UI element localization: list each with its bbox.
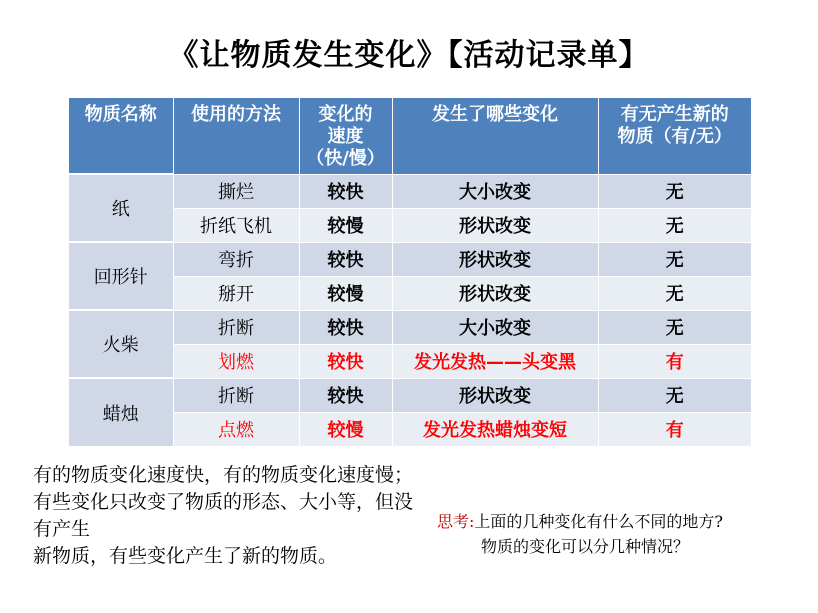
change-cell: 发光发热——头变黑 xyxy=(392,344,598,378)
page-title: 《让物质发生变化》【活动记录单】 xyxy=(168,38,650,73)
speed-cell: 较快 xyxy=(299,310,392,344)
speed-cell: 较慢 xyxy=(299,208,392,242)
table-header-row xyxy=(69,98,751,174)
change-cell: 形状改变 xyxy=(392,378,598,412)
conclusion-line: 有的物质变化速度快，有的物质变化速度慢； xyxy=(33,464,414,486)
method-cell: 撕烂 xyxy=(173,174,299,208)
think-label: 思考: xyxy=(437,512,475,531)
think-questions xyxy=(437,509,812,559)
new-substance-cell: 有 xyxy=(598,344,751,378)
change-cell: 形状改变 xyxy=(392,208,598,242)
conclusion-line: 新物质，有些变化产生了新的物质。 xyxy=(33,545,338,567)
method-cell: 折纸飞机 xyxy=(173,208,299,242)
table-row xyxy=(69,242,751,276)
new-substance-cell: 无 xyxy=(598,242,751,276)
speed-cell: 较快 xyxy=(299,378,392,412)
change-cell: 形状改变 xyxy=(392,242,598,276)
table-row xyxy=(69,174,751,208)
activity-record-table xyxy=(69,98,751,446)
method-cell: 折断 xyxy=(173,378,299,412)
speed-cell: 较快 xyxy=(299,344,392,378)
change-cell: 发光发热蜡烛变短 xyxy=(392,412,598,446)
header-new-substance: 有无产生新的 物质（有/无） xyxy=(598,98,751,174)
conclusion-text xyxy=(33,462,418,570)
material-cell: 回形针 xyxy=(69,242,173,310)
think-question: 上面的几种变化有什么不同的地方? xyxy=(474,512,723,531)
material-cell: 蜡烛 xyxy=(69,378,173,446)
conclusion-line: 有些变化只改变了物质的形态、大小等，但没有产生 xyxy=(33,491,414,540)
new-substance-cell: 无 xyxy=(598,378,751,412)
header-speed: 变化的 速度 （快/慢） xyxy=(299,98,392,174)
change-cell: 大小改变 xyxy=(392,310,598,344)
speed-cell: 较快 xyxy=(299,174,392,208)
method-cell: 点燃 xyxy=(173,412,299,446)
header-change: 发生了哪些变化 xyxy=(392,98,598,174)
table-row xyxy=(69,378,751,412)
change-cell: 大小改变 xyxy=(392,174,598,208)
think-question: 物质的变化可以分几种情况？ xyxy=(481,537,690,556)
header-method: 使用的方法 xyxy=(173,98,299,174)
speed-cell: 较慢 xyxy=(299,276,392,310)
material-cell: 火柴 xyxy=(69,310,173,378)
material-cell: 纸 xyxy=(69,174,173,242)
speed-cell: 较快 xyxy=(299,242,392,276)
method-cell: 划燃 xyxy=(173,344,299,378)
header-material: 物质名称 xyxy=(69,98,173,174)
new-substance-cell: 无 xyxy=(598,208,751,242)
method-cell: 弯折 xyxy=(173,242,299,276)
method-cell: 掰开 xyxy=(173,276,299,310)
table-row xyxy=(69,310,751,344)
speed-cell: 较慢 xyxy=(299,412,392,446)
new-substance-cell: 无 xyxy=(598,310,751,344)
method-cell: 折断 xyxy=(173,310,299,344)
change-cell: 形状改变 xyxy=(392,276,598,310)
new-substance-cell: 有 xyxy=(598,412,751,446)
new-substance-cell: 无 xyxy=(598,276,751,310)
new-substance-cell: 无 xyxy=(598,174,751,208)
